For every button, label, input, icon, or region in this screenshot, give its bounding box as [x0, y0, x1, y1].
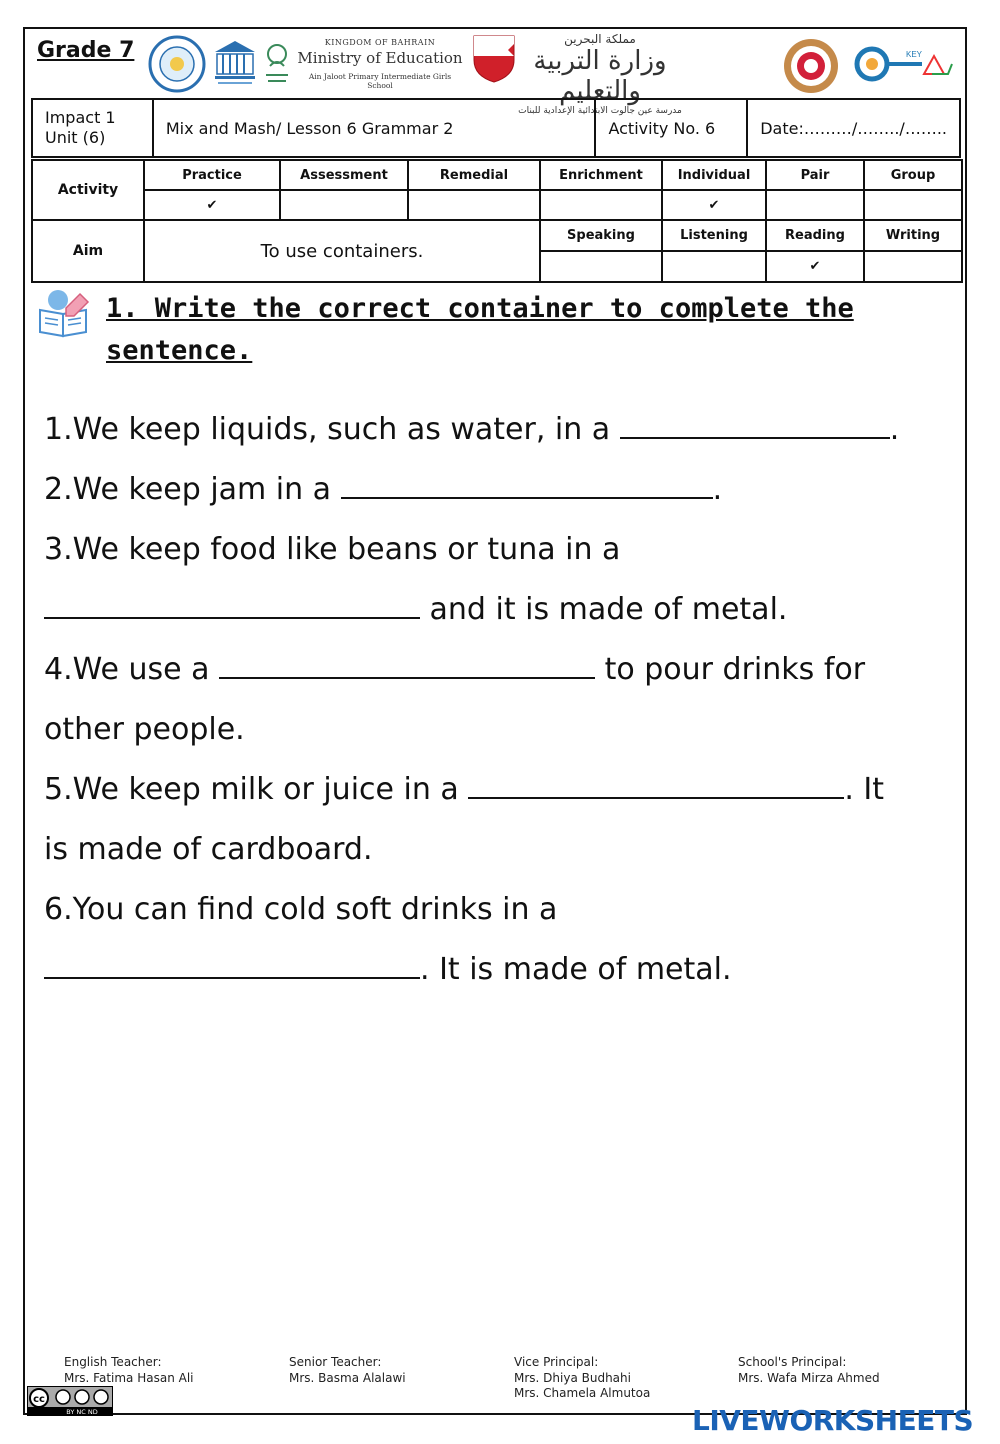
- mark-pair: [766, 190, 864, 220]
- footer-english-teacher: [64, 1355, 194, 1386]
- sentence-5-text-2: is made of cardboard.: [44, 832, 373, 867]
- arabic-school: مدرسة عين جالوت الابتدائية الإعدادية للبنات: [518, 106, 682, 116]
- key-logo-text: KEY: [906, 50, 923, 59]
- ministry-block: [295, 38, 465, 90]
- info-table: [31, 98, 961, 158]
- mark-writing: [864, 251, 962, 282]
- mark-enrichment: [540, 190, 662, 220]
- activity-label: Activity: [32, 160, 144, 220]
- aim-label: Aim: [32, 220, 144, 282]
- answer-blank-6[interactable]: [44, 957, 420, 979]
- sentence-2-end: .: [712, 472, 723, 507]
- sentence-3-text: 3.We keep food like beans or tuna in a: [44, 532, 621, 567]
- senior-teacher-role: Senior Teacher:: [289, 1355, 382, 1369]
- mark-assessment: [280, 190, 408, 220]
- license-text: BY NC ND: [66, 1408, 98, 1416]
- question-title: [106, 288, 906, 372]
- answer-blank-1[interactable]: [620, 417, 890, 439]
- col-practice: Practice: [144, 160, 280, 190]
- sentence-6-text: 6.You can find cold soft drinks in a: [44, 892, 558, 927]
- sentence-4-text: 4.We use a: [44, 652, 220, 687]
- col-enrichment: Enrichment: [540, 160, 662, 190]
- aim-text: To use containers.: [144, 220, 540, 282]
- col-reading: Reading: [766, 220, 864, 251]
- academy-logo: [148, 35, 206, 93]
- mark-reading: ✔: [766, 251, 864, 282]
- mark-practice: ✔: [144, 190, 280, 220]
- sentence-1-end: .: [889, 412, 900, 447]
- col-assessment: Assessment: [280, 160, 408, 190]
- sentence-6-end: . It is made of metal.: [420, 952, 732, 987]
- mark-group: [864, 190, 962, 220]
- sentence-3-end: and it is made of metal.: [420, 592, 788, 627]
- sentence-6: [44, 880, 944, 940]
- question-title-line2: sentence.: [106, 335, 253, 366]
- sentence-6-continued: [44, 940, 944, 1000]
- col-remedial: Remedial: [408, 160, 540, 190]
- vice-principal-name-2: Mrs. Chamela Almutoa: [514, 1386, 651, 1400]
- col-group: Group: [864, 160, 962, 190]
- footer-principal: [738, 1355, 880, 1386]
- sentence-list: [44, 400, 944, 1000]
- creative-commons-badge: [27, 1386, 113, 1416]
- date-field[interactable]: Date:………/……../……..: [747, 99, 960, 157]
- col-listening: Listening: [662, 220, 766, 251]
- senior-teacher-name: Mrs. Basma Alalawi: [289, 1370, 406, 1385]
- sentence-5-continued: [44, 820, 944, 880]
- col-pair: Pair: [766, 160, 864, 190]
- answer-blank-2[interactable]: [341, 477, 713, 499]
- mark-individual: ✔: [662, 190, 766, 220]
- answer-blank-3[interactable]: [44, 597, 420, 619]
- vice-principal-role: Vice Principal:: [514, 1355, 599, 1369]
- col-speaking: Speaking: [540, 220, 662, 251]
- activity-grid: [31, 159, 963, 283]
- question-title-line1: 1. Write the correct container to complete the: [106, 293, 854, 324]
- grade-label: Grade 7: [37, 38, 135, 63]
- col-individual: Individual: [662, 160, 766, 190]
- school-name: Ain Jaloot Primary Intermediate Girls School: [308, 72, 452, 90]
- bahrain-emblem: [470, 30, 518, 84]
- unesco-logo: [212, 38, 258, 90]
- network-logo: [262, 30, 292, 90]
- sentence-2-text: 2.We keep jam in a: [44, 472, 341, 507]
- sentence-2: [44, 460, 944, 520]
- principal-name: Mrs. Wafa Mirza Ahmed: [738, 1370, 880, 1385]
- sentence-3-continued: [44, 580, 944, 640]
- sentence-5-text: 5.We keep milk or juice in a: [44, 772, 469, 807]
- impact-label: Impact 1: [45, 108, 116, 127]
- col-writing: Writing: [864, 220, 962, 251]
- principal-role: School's Principal:: [738, 1355, 847, 1369]
- sentence-5-end: . It: [844, 772, 885, 807]
- answer-blank-5[interactable]: [468, 777, 844, 799]
- sentence-4-text-2: other people.: [44, 712, 245, 747]
- liveworksheets-brand: [692, 1404, 973, 1437]
- footer-vice-principal: [514, 1355, 650, 1402]
- ministry-kingdom: KINGDOM OF BAHRAIN: [324, 38, 436, 47]
- sentence-1-text: 1.We keep liquids, such as water, in a: [44, 412, 620, 447]
- mark-listening: [662, 251, 766, 282]
- book-icon: [36, 288, 92, 340]
- key-logo: [852, 44, 956, 86]
- sentence-4-continued: [44, 700, 944, 760]
- english-teacher-name: Mrs. Fatima Hasan Ali: [64, 1370, 194, 1385]
- arabic-ministry: وزارة التربية والتعليم: [533, 46, 667, 106]
- mark-speaking: [540, 251, 662, 282]
- arabic-kingdom: مملكة البحرين: [564, 32, 636, 46]
- sentence-5: [44, 760, 944, 820]
- anniversary-seal: [782, 37, 840, 95]
- sentence-4: [44, 640, 944, 700]
- sentence-3: [44, 520, 944, 580]
- english-teacher-role: English Teacher:: [64, 1355, 162, 1369]
- svg-text:cc: cc: [33, 1394, 45, 1405]
- unit-label: Unit (6): [45, 128, 106, 147]
- mark-remedial: [408, 190, 540, 220]
- sentence-1: [44, 400, 944, 460]
- impact-unit-cell: [32, 99, 153, 157]
- activity-number: Activity No. 6: [595, 99, 747, 157]
- sentence-4-end: to pour drinks for: [595, 652, 866, 687]
- ministry-name: Ministry of Education: [297, 49, 463, 67]
- lesson-cell: Mix and Mash/ Lesson 6 Grammar 2: [153, 99, 596, 157]
- vice-principal-name-1: Mrs. Dhiya Budhahi: [514, 1370, 631, 1385]
- answer-blank-4[interactable]: [219, 657, 595, 679]
- footer-senior-teacher: [289, 1355, 406, 1386]
- brand-text: LIVEWORKSHEETS: [692, 1404, 974, 1437]
